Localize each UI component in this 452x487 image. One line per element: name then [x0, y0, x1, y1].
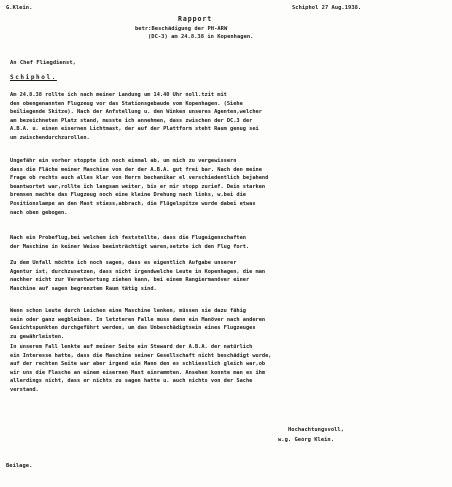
paragraph-line: ein Interesse hatte, dass die Maschine seiner Gesellschaft nicht beschädigt wurde,: [10, 352, 272, 359]
paragraph-line: Am 24.8.38 rollte ich nach meiner Landung um 14.40 Uhr noll.tzit mit: [10, 92, 227, 98]
subject-line-1: betr:Beschädigung der PH-ARW: [135, 26, 228, 32]
paragraph-line: Frage ob rechts auch alles klar von Herrn bechanikar el verschiedentlich bejahend: [10, 175, 269, 182]
closing-salutation: Hochachtungsvoll,: [288, 427, 345, 433]
paragraph-line: nachher nicht zur Verantwortung ziehen kann, bei einem Rangiermanöver einer: [10, 277, 250, 284]
subject-line-2: (DC-3) am 24.8.38 in Kopenhagen.: [148, 34, 254, 40]
enclosure-note: Beilage.: [6, 463, 33, 469]
closing-signature: w.g. Georg Klein.: [278, 437, 335, 443]
paragraph-5: [10, 307, 440, 341]
paragraph-line: zu gewährleisten.: [10, 333, 65, 340]
paragraph-line: den obengenannten Flugzeug vor das Stationsgebaude vom Kopenhagen. (Siehe: [10, 100, 243, 107]
paragraph-line: A.B.A. u. einen eisernen Lichtmast, der auf der Plattform steht Raum genug sei: [10, 126, 259, 133]
paragraph-line: beantwortet war,rollte ich langsam weiter, bis er mir stopp zurief. Dein starken: [10, 183, 266, 190]
paragraph-line: Positionslampe an den Mast stiess,abbrach, die Flügelspitze wurde dabei etwas: [10, 200, 256, 207]
paragraph-line: auf der rechten Seite war aber irgend ein Mann den es schliesslich gleich war,ob: [10, 361, 266, 368]
paragraph-line: Ungefähr ein vorher stoppte ich noch einmal ab, um mich zu vergewissern: [10, 158, 237, 164]
paragraph-line: allerdings nicht, dass er nichts zu sagen hatte u. auch nichts von der Sache: [10, 378, 253, 385]
paragraph-line: am bezeichneten Platz stand, musste ich annehmen, dass zwischen der DC.3 der: [10, 117, 253, 124]
paragraph-line: wir uns die Flasche an einem eisernen Mast einrammten. Ansehen konnte man es ihm: [10, 369, 266, 376]
paragraph-line: bremsen machte das Flugzeug noch eine kleine Drehung nach links, w.bei die: [10, 192, 246, 199]
paragraph-line: sein oder ganz wegbleiben. In letzteren Falle muss dann ein Manöver nach anderen: [10, 316, 266, 323]
paragraph-line: beiliegende Skitze). Nach der Anfstellung u. den Winken unseres Agenten,welcher: [10, 109, 262, 116]
paragraph-line: Wenn schon Leute durch Leichen eine Maschine lenken, müssen sie dazu fähig: [10, 308, 246, 314]
paragraph-4: [10, 259, 440, 293]
addressee-line-1: An Chef Fliegdienst,: [10, 60, 76, 66]
paragraph-line: Agentur ist, durchzusetzen, dass nicht irgendwelche Leute in Kopenhagen, die man: [10, 268, 266, 275]
paragraph-line: Gesichtspunkten durchgeführt werden, um das Unbeschädigtsein eines Flugzeuges: [10, 325, 256, 332]
paragraph-line: der Maschine in keiner Weise beeinträchtigt waren,setzte ich den Flug fort.: [10, 243, 250, 250]
paragraph-line: nach oben gebogen.: [10, 209, 68, 216]
paragraph-3: [10, 234, 440, 251]
paragraph-line: um zwischendurchzurollen.: [10, 134, 90, 141]
document-title: Rapport: [178, 15, 213, 23]
addressee-line-2: Schiphol.: [10, 74, 57, 81]
paragraph-line: dass die Fläche meiner Maschine von der der A.B.A. gut frei bar. Nach den meine: [10, 166, 262, 173]
sender-name: G.Klein.: [6, 5, 33, 11]
paragraph-line: Nach ein Probeflug,bei welchem ich feststellte, dass die Flugeigenschaften: [10, 235, 246, 241]
paragraph-2: [10, 157, 440, 217]
paragraph-line: Maschine auf sagen begrenztem Raum tätig sind.: [10, 285, 157, 292]
paragraph-1: [10, 91, 440, 143]
place-date: Schiphol 27 Aug.1938.: [292, 5, 362, 11]
paragraph-line: In unserem Fall lenkte auf meiner Seite ein Steward der A.B.A. der natürlich: [10, 344, 253, 350]
paragraph-6: [10, 343, 440, 395]
paragraph-line: Zu dem Unfall möchte ich noch sagen, dass es eigentlich Aufgabe unserer: [10, 260, 237, 266]
paragraph-line: verstand.: [10, 386, 39, 393]
